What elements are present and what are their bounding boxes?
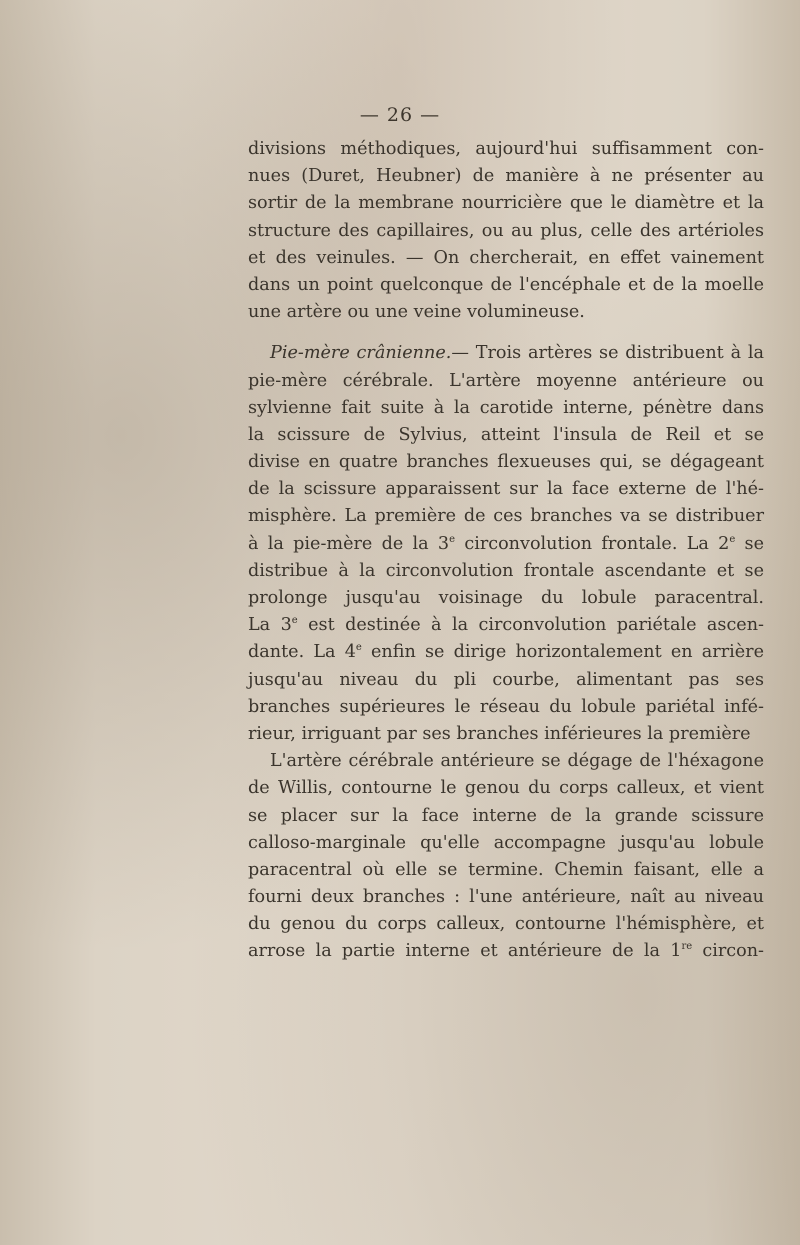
text-line: arrose la partie interne et antérieure de la 1re circon- — [248, 941, 764, 962]
text-line: à la pie-mère de la 3e circonvolution frontale. La 2e se — [248, 533, 764, 554]
text-line: sortir de la membrane nourricière que le diamètre et la — [248, 193, 764, 214]
text-line: fourni deux branches : l'une antérieure, naît au niveau — [248, 887, 764, 908]
page-number: — 26 — — [359, 104, 441, 126]
paragraph-3 — [248, 748, 764, 966]
paragraph-2 — [248, 340, 764, 748]
text-line: L'artère cérébrale antérieure se dégage de l'héxagone — [270, 751, 764, 772]
text-line: la scissure de Sylvius, atteint l'insula de Reil et se — [248, 424, 764, 445]
text-line: divise en quatre branches flexueuses qui, se dégageant — [248, 452, 764, 473]
text-line: se placer sur la face interne de la grande scissure — [248, 805, 764, 826]
text-line: de Willis, contourne le genou du corps calleux, et vient — [248, 778, 764, 799]
text-line: nues (Duret, Heubner) de manière à ne présenter au — [248, 166, 764, 187]
section-heading: Pie-mère crânienne. — [270, 343, 452, 364]
text-line: du genou du corps calleux, contourne l'hémisphère, et — [248, 914, 764, 935]
text-line: et des veinules. — On chercherait, en effet vainement — [248, 247, 764, 268]
text-line: La 3e est destinée à la circonvolution pariétale ascen- — [248, 615, 764, 636]
body-text — [248, 136, 764, 966]
text-line: misphère. La première de ces branches va se distribuer — [248, 506, 764, 527]
text-line: prolonge jusqu'au voisinage du lobule paracentral. — [248, 588, 764, 608]
text-line: branches supérieures le réseau du lobule pariétal infé- — [248, 696, 764, 717]
paragraph-1 — [248, 136, 764, 326]
text-line: sylvienne fait suite à la carotide interne, pénètre dans — [248, 397, 764, 418]
text-line: divisions méthodiques, aujourd'hui suffisamment con- — [248, 139, 764, 159]
text-line: une artère ou une veine volumineuse. — [248, 302, 585, 323]
text-line: structure des capillaires, ou au plus, celle des artérioles — [248, 220, 764, 241]
text-line: calloso-marginale qu'elle accompagne jusqu'au lobule — [248, 832, 764, 853]
text-line: pie-mère cérébrale. L'artère moyenne antérieure ou — [248, 370, 764, 391]
section-heading-line — [248, 340, 764, 367]
text-line: dante. La 4e enfin se dirige horizontalement en arrière — [248, 642, 764, 663]
text-line: dans un point quelconque de l'encéphale et de la moelle — [248, 274, 764, 295]
text-line: paracentral où elle se termine. Chemin faisant, elle a — [248, 859, 764, 880]
text-line: jusqu'au niveau du pli courbe, alimentant pas ses — [248, 669, 764, 690]
text-line: distribue à la circonvolution frontale ascendante et se — [248, 560, 764, 581]
heading-rest: — Trois artères se distribuent à la — [451, 343, 764, 364]
text-line: rieur, irriguant par ses branches inférieures la première — [248, 723, 751, 744]
text-line: de la scissure apparaissent sur la face externe de l'hé- — [248, 479, 764, 500]
